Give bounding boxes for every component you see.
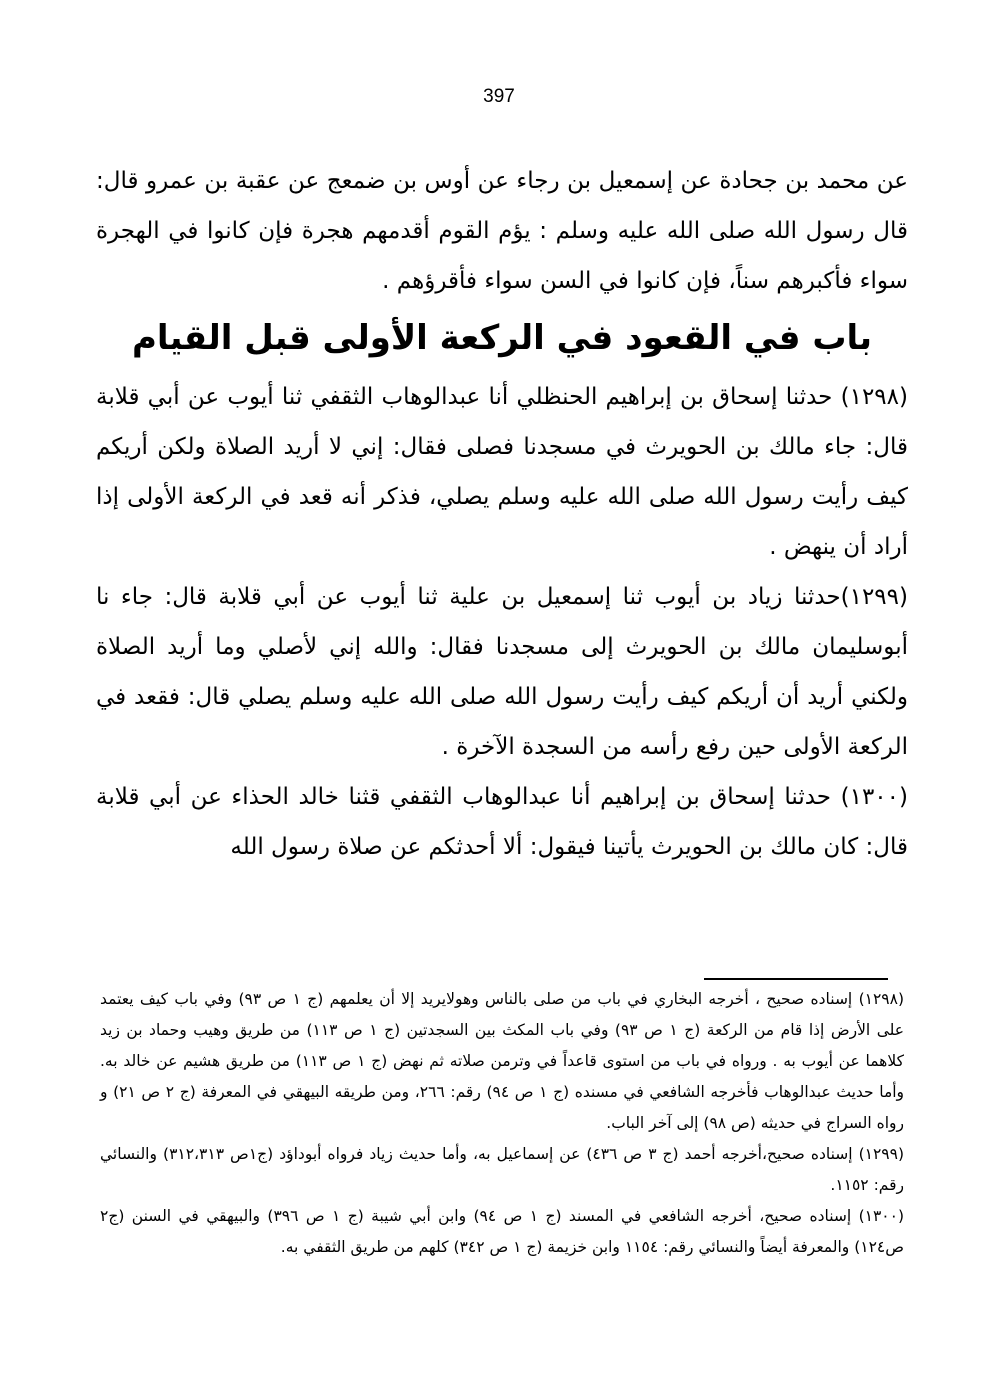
footnote-1300: (١٣٠٠) إسناده صحيح، أخرجه الشافعي في المسند (ج ١ ص ٩٤) وابن أبي شيبة (ج ١ ص ٣٩٦) والبيهقي في السنن (ج٢ ص١٢٤) والمعرفة أيضاً والنسائي رقم: ١١٥٤ وابن خزيمة (ج ١ ص ٣٤٢) كلهم من طريق الثقفي به. xyxy=(100,1207,904,1256)
hadith-1299: (١٢٩٩)حدثنا زياد بن أيوب ثنا إسمعيل بن علية ثنا أيوب عن أبي قلابة قال: جاء نا أبوسليمان مالك بن الحويرث إلى مسجدنا فقال: والله إني لأصلي وما أريد الصلاة ولكني أريد أن أريكم كيف رأيت رسول الله صلى الله عليه وسلم يصلي قال: فقعد في الركعة الأولى حين رفع رأسه من السجدة الآخرة . xyxy=(96,584,908,760)
chapter-heading: باب في القعود في الركعة الأولى قبل القيام xyxy=(131,318,873,358)
footnote-separator xyxy=(704,978,888,980)
hadith-1298: (١٢٩٨) حدثنا إسحاق بن إبراهيم الحنظلي أنا عبدالوهاب الثقفي ثنا أيوب عن أبي قلابة قال: جاء مالك بن الحويرث في مسجدنا فصلى فقال: إني لا أريد الصلاة ولكن أريكم كيف رأيت رسول الله صلى الله عليه وسلم يصلي، فذكر أنه قعد في الركعة الأولى إذا أراد أن ينهض . xyxy=(96,384,908,560)
footnote-1299: (١٢٩٩) إسناده صحيح،أخرجه أحمد (ج ٣ ص ٤٣٦) عن إسماعيل به، وأما حديث زياد فرواه أبوداؤد (ج١ص ٣١٢،٣١٣) والنسائي رقم: ١١٥٢. xyxy=(100,1145,905,1194)
page-number: 397 xyxy=(483,86,515,107)
footnote-1298: (١٢٩٨) إسناده صحيح ، أخرجه البخاري في باب من صلى بالناس وهولايريد إلا أن يعلمهم (ج ١ ص ٩٣) وفي باب كيف يعتمد على الأرض إذا قام من الركعة (ج ١ ص ٩٣) وفي باب المكث بين السجدتين (ج ١ ص ١١٣) من طريق وهيب وحماد بن زيد كلاهما عن أيوب به . ورواه في باب من استوى قاعداً في وترمن صلاته ثم نهض (ج ١ ص ١١٣) من طريق هشيم عن خالد به. وأما حديث عبدالوهاب فأخرجه الشافعي في مسنده (ج ١ ص ٩٤) رقم: ٢٦٦، ومن طريقه البيهقي في المعرفة (ج ٢ ص ٢١) و رواه السراج في حديثه (ص ٩٨) إلى آخر الباب. xyxy=(100,990,905,1132)
footnotes xyxy=(100,984,904,1263)
main-text xyxy=(96,156,908,872)
intro-paragraph: عن محمد بن جحادة عن إسمعيل بن رجاء عن أوس بن ضمعج عن عقبة بن عمرو قال: قال رسول الله صلى الله عليه وسلم : يؤم القوم أقدمهم هجرة فإن كانوا في الهجرة سواء فأكبرهم سناً، فإن كانوا في السن سواء فأقرؤهم . xyxy=(96,168,908,294)
hadith-1300: (١٣٠٠) حدثنا إسحاق بن إبراهيم أنا عبدالوهاب الثقفي قثنا خالد الحذاء عن أبي قلابة قال: كان مالك بن الحويرث يأتينا فيقول: ألا أحدثكم عن صلاة رسول الله xyxy=(96,784,908,860)
